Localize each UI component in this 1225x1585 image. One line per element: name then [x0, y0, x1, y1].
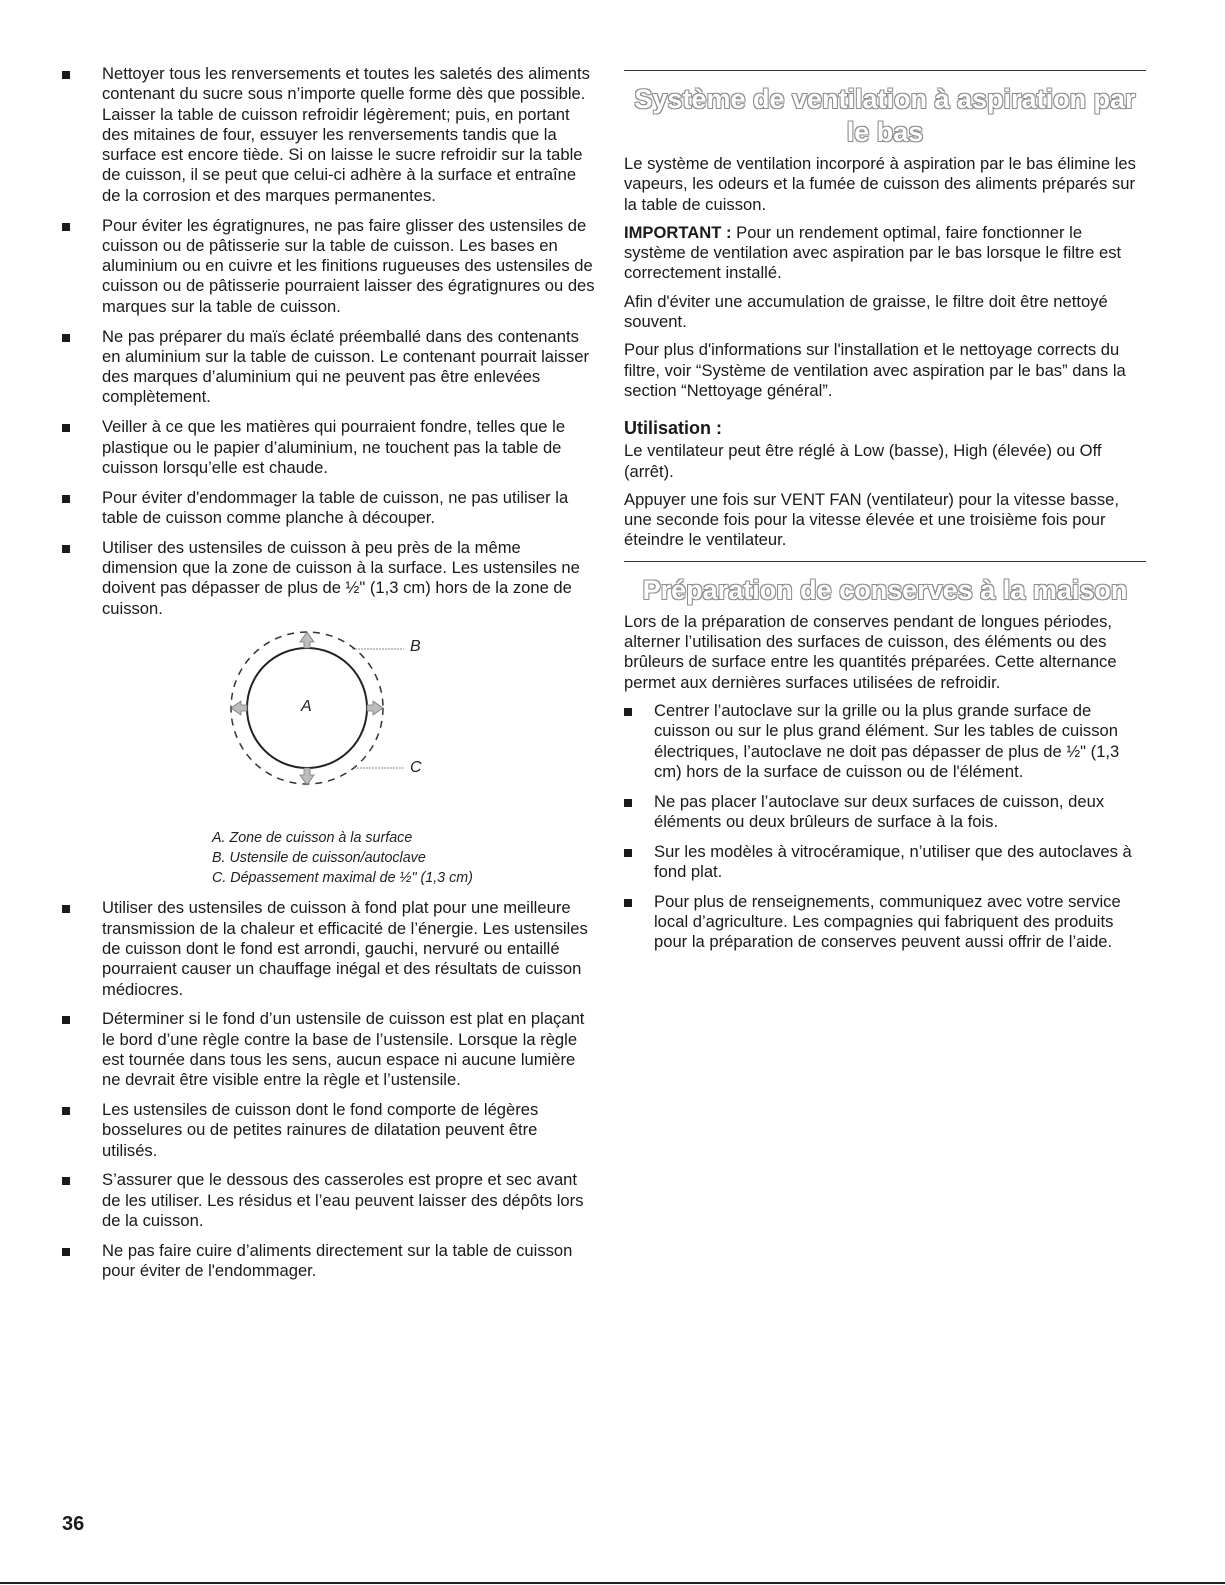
vent-fan-instructions: Appuyer une fois sur VENT FAN (ventilateur) pour la vitesse basse, une seconde fois pour la vitesse élevée et une troisième fois pour éteindre le ventilateur. [624, 489, 1119, 550]
filter-info-note: Pour plus d'informations sur l'installation et le nettoyage corrects du filtre, voir “Système de ventilation avec aspiration par le bas” dans la section “Nettoyage général”. [624, 340, 1126, 400]
important-label: IMPORTANT : [624, 222, 732, 242]
section-title-canning: Préparation de conserves à la maison [642, 574, 1128, 605]
list-item: Ne pas faire cuire d’aliments directement sur la table de cuisson pour éviter de l'endommager. [62, 1241, 597, 1282]
list-item: Nettoyer tous les renversements et toutes les saletés des aliments contenant du sucre sous n’importe quelle forme dès que possible. Laisser la table de cuisson refroidir légèrement; puis, en portant des mitaines de four, essuyer les renversements tandis que la surface est encore tiède. Si on laisse le sucre refroidir sur la table de cuisson, il se peut que celui-ci adhère à la surface et entraîne de la corrosion et des marques permanentes. [62, 64, 597, 206]
list-item: Les ustensiles de cuisson dont le fond comporte de légères bosselures ou de petites rainures de dilatation peuvent être utilisés. [62, 1100, 597, 1161]
list-item: Ne pas préparer du maïs éclaté préemballé dans des contenants en aluminium sur la table de cuisson. Le contenant pourrait laisser des marques d’aluminium qui ne peuvent pas être enlevées complètement. [62, 327, 597, 408]
list-item: Pour éviter les égratignures, ne pas faire glisser des ustensiles de cuisson ou de pâtisserie sur la table de cuisson. Les bases en aluminium ou en cuivre et les finitions rugueuses des ustensiles de cuisson ou de pâtisserie pourraient laisser des égratignures ou des marques sur la table de cuisson. [62, 216, 597, 317]
list-item: S’assurer que le dessous des casseroles est propre et sec avant de les utiliser. Les résidus et l’eau peuvent laisser des dépôts lors de la cuisson. [62, 1170, 597, 1231]
caption-line: B. Ustensile de cuisson/autoclave [212, 850, 426, 867]
page-bottom-border [0, 1582, 1225, 1584]
cookware-diagram-drawing [62, 628, 597, 828]
canning-intro: Lors de la préparation de conserves pendant de longues périodes, alterner l’utilisation des surfaces de cuisson, des éléments ou des brûleurs de surface entre les quantités préparées. Cette alternance permet aux dernières surfaces utilisées de refroidir. [624, 611, 1117, 692]
label-b: B [410, 638, 421, 656]
list-item: Utiliser des ustensiles de cuisson à fond plat pour une meilleure transmission de la chaleur et efficacité de l’énergie. Les ustensiles de cuisson dont le fond est arrondi, gauchi, nervuré ou entaillé pourraient causer un chauffage inégal et des résultats de cuisson médiocres. [62, 898, 597, 999]
arrow-right-icon [367, 701, 383, 715]
list-item: Ne pas placer l’autoclave sur deux surfaces de cuisson, deux éléments ou deux brûleurs de surface à la fois. [624, 792, 1146, 833]
bullet-list-top [62, 64, 597, 619]
list-item: Veiller à ce que les matières qui pourraient fondre, telles que le plastique ou le papier d’aluminium, ne touchent pas la table de cuisson lorsqu’elle est chaude. [62, 417, 597, 478]
list-item: Pour éviter d'endommager la table de cuisson, ne pas utiliser la table de cuisson comme planche à découper. [62, 488, 597, 529]
section-divider [624, 70, 1146, 71]
caption-line: C. Dépassement maximal de ½" (1,3 cm) [212, 870, 473, 887]
arrow-down-icon [300, 768, 314, 785]
left-column [62, 64, 597, 1291]
list-item: Déterminer si le fond d’un ustensile de cuisson est plat en plaçant le bord d’une règle contre la base de l’ustensile. Lorsque la règle est tournée dans tous les sens, aucun espace ni aucune lumière ne devrait être visible entre la règle et l’ustensile. [62, 1009, 597, 1090]
label-c: C [410, 759, 422, 777]
cookware-diagram [62, 628, 597, 898]
arrow-left-icon [231, 701, 247, 715]
right-column [624, 70, 1146, 962]
section-divider [624, 561, 1146, 562]
arrow-up-icon [300, 632, 314, 648]
subheading-utilisation: Utilisation : [624, 418, 722, 439]
fan-speeds-text: Le ventilateur peut être réglé à Low (basse), High (élevée) ou Off (arrêt). [624, 441, 1102, 481]
important-note [624, 223, 1146, 284]
bullet-list-bottom [62, 898, 597, 1281]
list-item: Centrer l’autoclave sur la grille ou la plus grande surface de cuisson ou sur le plus grand élément. Sur les tables de cuisson électriques, l’autoclave ne doit pas dépasser de plus de ½" (1,3 cm) hors de la surface de cuisson ou de l'élément. [624, 701, 1146, 782]
ventilation-intro: Le système de ventilation incorporé à aspiration par le bas élimine les vapeurs, les odeurs et la fumée de cuisson des aliments préparés sur la table de cuisson. [624, 154, 1136, 214]
canning-bullet-list [624, 701, 1146, 953]
list-item: Sur les modèles à vitrocéramique, n’utiliser que des autoclaves à fond plat. [624, 842, 1146, 883]
list-item: Pour plus de renseignements, communiquez avec votre service local d’agriculture. Les compagnies qui fabriquent des produits pour la préparation de conserves peuvent aussi offrir de l’aide. [624, 892, 1146, 953]
page-number: 36 [62, 1513, 85, 1535]
list-item: Utiliser des ustensiles de cuisson à peu près de la même dimension que la zone de cuisson à la surface. Les ustensiles ne doivent pas dépasser de plus de ½" (1,3 cm) hors de la zone de cuisson. [62, 538, 597, 619]
section-title-ventilation: Système de ventilation à aspiration par le bas [634, 84, 1136, 147]
filter-cleaning-note: Afin d'éviter une accumulation de graisse, le filtre doit être nettoyé souvent. [624, 291, 1108, 332]
figure-caption [212, 828, 473, 888]
important-text: Pour un rendement optimal, faire fonctionner le système de ventilation avec aspiration par le bas lorsque le filtre est correctement installé. [624, 222, 1122, 283]
caption-line: A. Zone de cuisson à la surface [212, 830, 413, 847]
label-a: A [301, 698, 312, 716]
